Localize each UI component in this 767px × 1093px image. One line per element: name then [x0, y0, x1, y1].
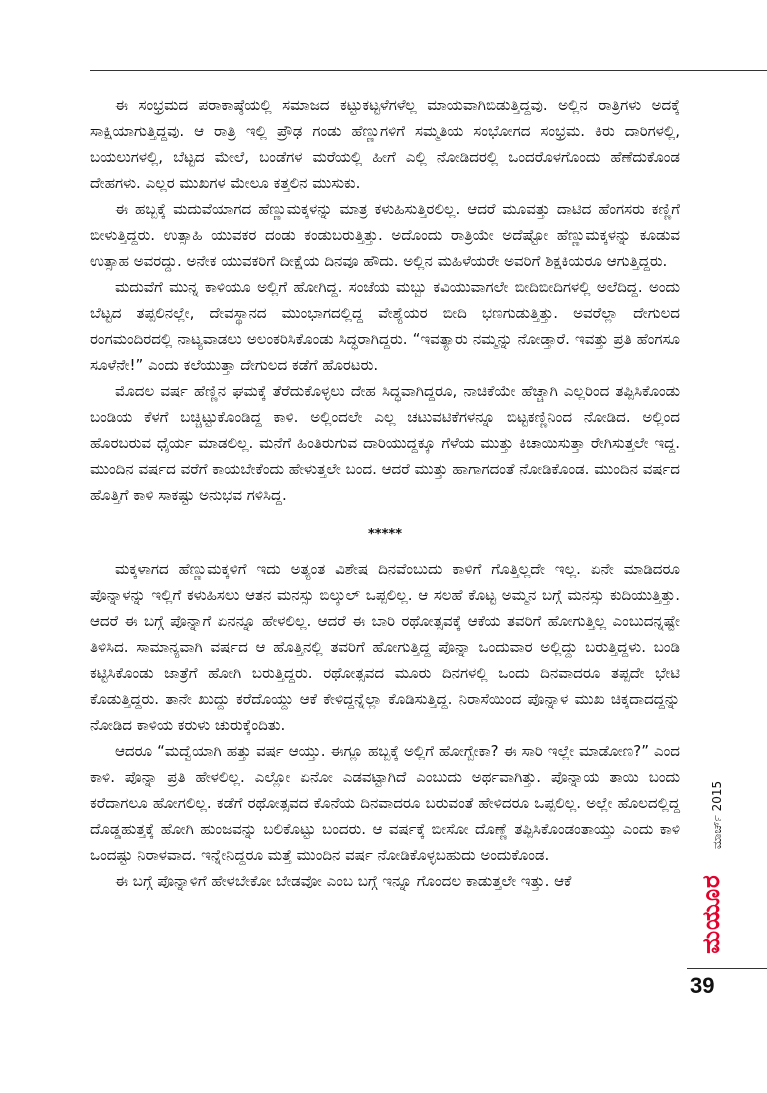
paragraph-continuation: ಈ ಬಗ್ಗೆ ಪೊನ್ನಾಳಿಗೆ ಹೇಳಬೇಕೋ ಬೇಡವೋ ಎಂಬ ಬಗ್ಗೆ ಇನ್ನೂ ಗೊಂದಲ ಕಾಡುತ್ತಲೇ ಇತ್ತು. ಆಕೆ [115, 872, 572, 890]
magazine-masthead: ಮಯೂರ [696, 874, 725, 954]
paragraph-childless-women: ಮಕ್ಕಳಾಗದ ಹೆಣ್ಣುಮಕ್ಕಳಿಗೆ ಇದು ಅತ್ಯಂತ ವಿಶೇಷ ದಿನವೆಂಬುದು ಕಾಳಿಗೆ ಗೊತ್ತಿಲ್ಲದೇ ಇಲ್ಲ. ಏನೇ ಮಾಡಿದರೂ ಪೊನ್ನಾಳನ್ನು ಇಲ್ಲಿಗೆ ಕಳುಹಿಸಲು ಆತನ ಮನಸ್ಸು ಬಿಲ್ಕುಲ್ ಒಪ್ಪಲಿಲ್ಲ. ಆ ಸಲಹೆ ಕೊಟ್ಟ ಅಮ್ಮನ ಬಗ್ಗೆ ಮನಸ್ಸು ಕುದಿಯುತ್ತಿತ್ತು. ಆದರೆ ಈ ಬಗ್ಗೆ ಪೊನ್ನಾಗೆ ಏನನ್ನೂ ಹೇಳಲಿಲ್ಲ. ಆದರೆ ಈ ಬಾರಿ ರಥೋತ್ಸವಕ್ಕೆ ಆಕೆಯ ತವರಿಗೆ ಹೋಗುತ್ತಿಲ್ಲ ಎಂಬುದನ್ನಷ್ಟೇ ತಿಳಿಸಿದ. ಸಾಮಾನ್ಯವಾಗಿ ವರ್ಷದ ಆ ಹೊತ್ತಿನಲ್ಲಿ ತವರಿಗೆ ಹೋಗುತ್ತಿದ್ದ ಪೊನ್ನಾ ಒಂದುವಾರ ಅಲ್ಲಿದ್ದು ಬರುತ್ತಿದ್ದಳು. ಬಂಡಿ ಕಟ್ಟಿಸಿಕೊಂಡು ಜಾತ್ರೆಗೆ ಹೋಗಿ ಬರುತ್ತಿದ್ದರು. ರಥೋತ್ಸವದ ಮೂರು ದಿನಗಳಲ್ಲಿ ಒಂದು ದಿನವಾದರೂ ತಪ್ಪದೇ ಭೇಟಿ ಕೊಡುತ್ತಿದ್ದರು. ತಾನೇ ಖುದ್ದು ಕರೆದೊಯ್ದು ಆಕೆ ಕೇಳಿದ್ದನ್ನೆಲ್ಲಾ ಕೊಡಿಸುತ್ತಿದ್ದ. ನಿರಾಸೆಯಿಂದ ಪೊನ್ನಾಳ ಮುಖ ಚಿಕ್ಕದಾದದ್ದನ್ನು ನೋಡಿದ ಕಾಳಿಯ ಕರುಳು ಚುರುಕ್ಕೆಂದಿತು. [90, 560, 680, 734]
section-separator: ***** [368, 527, 402, 542]
paragraph-first-year: ಮೊದಲ ವರ್ಷ ಹೆಣ್ಣಿನ ಘಮಕ್ಕೆ ತೆರೆದುಕೊಳ್ಳಲು ದೇಹ ಸಿದ್ಧವಾಗಿದ್ದರೂ, ನಾಚಿಕೆಯೇ ಹೆಚ್ಚಾಗಿ ಎಲ್ಲರಿಂದ ತಪ್ಪಿಸಿಕೊಂಡು ಬಂಡಿಯ ಕೆಳಗೆ ಬಚ್ಚಿಟ್ಟುಕೊಂಡಿದ್ದ ಕಾಳಿ. ಅಲ್ಲಿಂದಲೇ ಎಲ್ಲ ಚಟುವಟಿಕೆಗಳನ್ನೂ ಬಿಟ್ಟಕಣ್ಣಿನಿಂದ ನೋಡಿದ. ಅಲ್ಲಿಂದ ಹೊರಬರುವ ಧೈರ್ಯ ಮಾಡಲಿಲ್ಲ. ಮನೆಗೆ ಹಿಂತಿರುಗುವ ದಾರಿಯುದ್ದಕ್ಕೂ ಗೆಳೆಯ ಮುತ್ತು ಕಿಚಾಯಿಸುತ್ತಾ ರೇಗಿಸುತ್ತಲೇ ಇದ್ದ. ಮುಂದಿನ ವರ್ಷದ ವರೆಗೆ ಕಾಯಬೇಕೆಂದು ಹೇಳುತ್ತಲೇ ಬಂದ. ಆದರೆ ಮುತ್ತು ಹಾಗಾಗದಂತೆ ನೋಡಿಕೊಂಡ. ಮುಂದಿನ ವರ್ಷದ ಹೊತ್ತಿಗೆ ಕಾಳಿ ಸಾಕಷ್ಟು ಅನುಭವ ಗಳಿಸಿದ್ದ. [90, 382, 680, 504]
issue-date: ಮಾರ್ಚ್ 2015 [710, 780, 724, 850]
magazine-side-strip [694, 780, 734, 970]
paragraph-celebration: ಈ ಸಂಭ್ರಮದ ಪರಾಕಾಷ್ಠೆಯಲ್ಲಿ ಸಮಾಜದ ಕಟ್ಟುಕಟ್ಟಳೆಗಳೆಲ್ಲ ಮಾಯವಾಗಿಬಿಡುತ್ತಿದ್ದವು. ಅಲ್ಲಿನ ರಾತ್ರಿಗಳು ಅದಕ್ಕೆ ಸಾಕ್ಷಿಯಾಗುತ್ತಿದ್ದವು. ಆ ರಾತ್ರಿ ಇಲ್ಲಿ ಪ್ರೌಢ ಗಂಡು ಹೆಣ್ಣುಗಳಿಗೆ ಸಮ್ಮತಿಯ ಸಂಭೋಗದ ಸಂಭ್ರಮ. ಕಿರು ದಾರಿಗಳಲ್ಲಿ, ಬಯಲುಗಳಲ್ಲಿ, ಬೆಟ್ಟದ ಮೇಲೆ, ಬಂಡೆಗಳ ಮರೆಯಲ್ಲಿ ಹೀಗೆ ಎಲ್ಲಿ ನೋಡಿದರಲ್ಲಿ ಒಂದರೊಳಗೊಂದು ಹೆಣೆದುಕೊಂಡ ದೇಹಗಳು. ಎಲ್ಲರ ಮುಖಗಳ ಮೇಲೂ ಕತ್ತಲಿನ ಮುಸುಕು. [90, 96, 680, 192]
footer-rule [687, 968, 767, 969]
article-body [90, 92, 680, 894]
page-number: 39 [690, 973, 715, 998]
header-rule [90, 70, 767, 71]
paragraph-ponna-reaction: ಆದರೂ “ಮದ್ವೆಯಾಗಿ ಹತ್ತು ವರ್ಷ ಆಯ್ತು. ಈಗ್ಲೂ ಹಬ್ಬಕ್ಕೆ ಅಲ್ಲಿಗೆ ಹೋಗ್ಬೇಕಾ? ಈ ಸಾರಿ ಇಲ್ಲೇ ಮಾಡೋಣ?” ಎಂದ ಕಾಳಿ. ಪೊನ್ನಾ ಪ್ರತಿ ಹೇಳಲಿಲ್ಲ. ಎಲ್ಲೋ ಏನೋ ಎಡವಟ್ಟಾಗಿದೆ ಎಂಬುದು ಅರ್ಥವಾಗಿತ್ತು. ಪೊನ್ನಾಯ ತಾಯಿ ಬಂದು ಕರೆದಾಗಲೂ ಹೋಗಲಿಲ್ಲ. ಕಡೆಗೆ ರಥೋತ್ಸವದ ಕೊನೆಯ ದಿನವಾದರೂ ಬರುವಂತೆ ಹೇಳಿದರೂ ಒಪ್ಪಲಿಲ್ಲ. ಅಲ್ಲೇ ಹೊಲದಲ್ಲಿದ್ದ ದೊಡ್ಡಹುತ್ತಕ್ಕೆ ಹೋಗಿ ಹುಂಜವನ್ನು ಬಲಿಕೊಟ್ಟು ಬಂದರು. ಆ ವರ್ಷಕ್ಕೆ ಬೀಸೋ ದೊಣ್ಣೆ ತಪ್ಪಿಸಿಕೊಂಡಂತಾಯ್ತು ಎಂದು ಕಾಳಿ ಒಂದಷ್ಟು ನಿರಾಳವಾದ. ಇನ್ನೇನಿದ್ದರೂ ಮತ್ತೆ ಮುಂದಿನ ವರ್ಷ ನೋಡಿಕೊಳ್ಳಬಹುದು ಅಂದುಕೊಂಡ. [90, 742, 680, 864]
paragraph-unmarried-women: ಈ ಹಬ್ಬಕ್ಕೆ ಮದುವೆಯಾಗದ ಹೆಣ್ಣುಮಕ್ಕಳನ್ನು ಮಾತ್ರ ಕಳುಹಿಸುತ್ತಿರಲಿಲ್ಲ. ಆದರೆ ಮೂವತ್ತು ದಾಟಿದ ಹೆಂಗಸರು ಕಣ್ಣಿಗೆ ಬೀಳುತ್ತಿದ್ದರು. ಉತ್ಸಾಹಿ ಯುವಕರ ದಂಡು ಕಂಡುಬರುತ್ತಿತ್ತು. ಅದೊಂದು ರಾತ್ರಿಯೇ ಅದೆಷ್ಟೋ ಹೆಣ್ಣುಮಕ್ಕಳನ್ನು ಕೂಡುವ ಉತ್ಸಾಹ ಅವರದ್ದು. ಅನೇಕ ಯುವಕರಿಗೆ ದೀಕ್ಷೆಯ ದಿನವೂ ಹೌದು. ಅಲ್ಲಿನ ಮಹಿಳೆಯರೇ ಅವರಿಗೆ ಶಿಕ್ಷಕಿಯರೂ ಆಗುತ್ತಿದ್ದರು. [90, 200, 680, 270]
paragraph-kali-before-marriage: ಮದುವೆಗೆ ಮುನ್ನ ಕಾಳಿಯೂ ಅಲ್ಲಿಗೆ ಹೋಗಿದ್ದ. ಸಂಜೆಯ ಮಬ್ಬು ಕವಿಯುವಾಗಲೇ ಬೀದಿಬೀದಿಗಳಲ್ಲಿ ಅಲೆದಿದ್ದ. ಅಂದು ಬೆಟ್ಟದ ತಪ್ಪಲಿನಲ್ಲೇ, ದೇವಸ್ಥಾನದ ಮುಂಭಾಗದಲ್ಲಿದ್ದ ವೇಶ್ಯೆಯರ ಬೀದಿ ಭಣಗುಡುತ್ತಿತ್ತು. ಅವರೆಲ್ಲಾ ದೇಗುಲದ ರಂಗಮಂದಿರದಲ್ಲಿ ನಾಟ್ಯವಾಡಲು ಅಲಂಕರಿಸಿಕೊಂಡು ಸಿದ್ಧರಾಗಿದ್ದರು. “ಇವತ್ಯಾರು ನಮ್ಮನ್ನು ನೋಡ್ತಾರೆ. ಇವತ್ತು ಪ್ರತಿ ಹೆಂಗಸೂ ಸೂಳೆನೇ!” ಎಂದು ಕಲೆಯುತ್ತಾ ದೇಗುಲದ ಕಡೆಗೆ ಹೊರಟರು. [90, 278, 680, 374]
